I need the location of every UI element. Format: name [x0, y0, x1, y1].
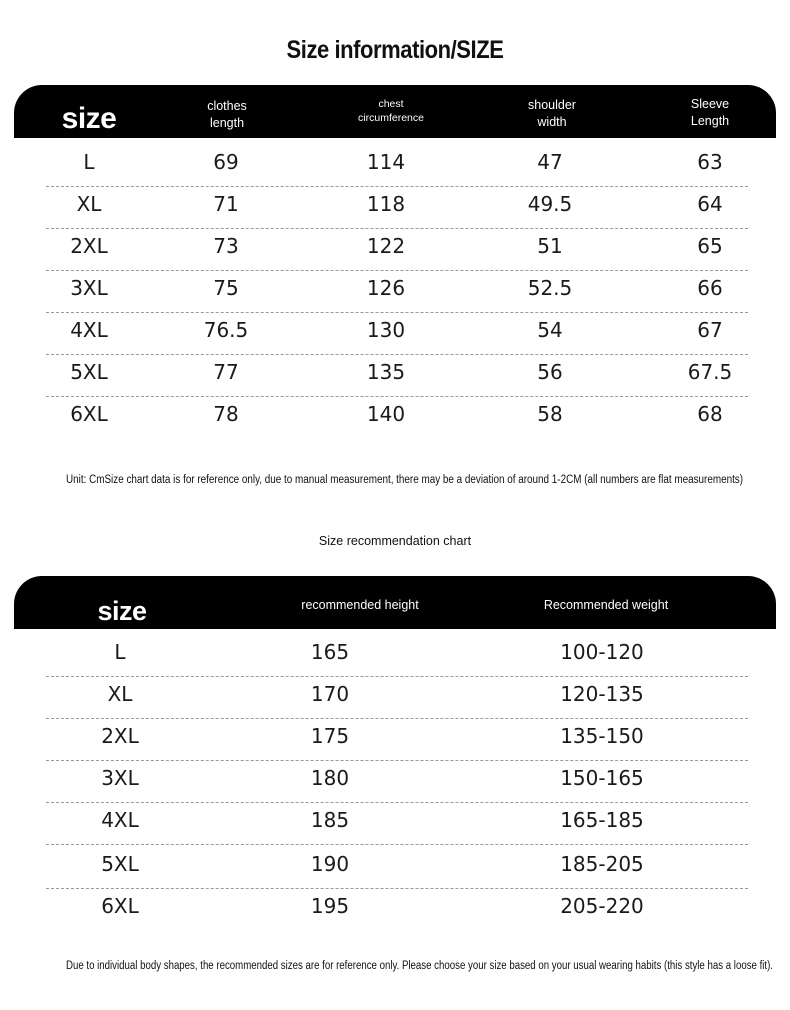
table-row	[46, 846, 748, 889]
table-row	[46, 760, 748, 803]
cell-weight: 150-165	[560, 766, 644, 790]
cell-height: 165	[310, 640, 350, 664]
cell-chest: 126	[366, 276, 406, 300]
cell-chest: 135	[366, 360, 406, 384]
cell-clothes-length: 69	[213, 150, 239, 174]
cell-shoulder: 49.5	[527, 192, 573, 216]
cell-clothes-length: 75	[213, 276, 239, 300]
header-clothes-length-line2: length	[209, 115, 245, 130]
header-shoulder-line2: width	[537, 114, 567, 129]
cell-chest: 130	[366, 318, 406, 342]
cell-sleeve: 63	[697, 150, 723, 174]
cell-size: 2XL	[101, 724, 139, 748]
cell-shoulder: 47	[537, 150, 563, 174]
cell-weight: 205-220	[560, 894, 644, 918]
cell-height: 185	[310, 808, 350, 832]
cell-chest: 118	[366, 192, 406, 216]
header-sleeve-length	[691, 96, 729, 130]
cell-height: 180	[310, 766, 350, 790]
cell-shoulder: 52.5	[527, 276, 573, 300]
cell-chest: 122	[366, 234, 406, 258]
header-clothes-length	[207, 98, 247, 132]
cell-shoulder: 51	[537, 234, 563, 258]
cell-weight: 165-185	[560, 808, 644, 832]
cell-size: 2XL	[70, 234, 108, 258]
cell-height: 175	[310, 724, 350, 748]
cell-sleeve: 66	[697, 276, 723, 300]
table-row	[46, 186, 748, 229]
cell-weight: 120-135	[560, 682, 644, 706]
cell-clothes-length: 76.5	[203, 318, 249, 342]
cell-shoulder: 54	[537, 318, 563, 342]
table-row	[46, 228, 748, 271]
table-row	[46, 634, 748, 677]
footer-note: Due to individual body shapes, the recommended sizes are for reference only. Please choose your size based on your usual wearing habits (this style has a loose fit).	[66, 960, 774, 972]
cell-sleeve: 67	[697, 318, 723, 342]
header-size: size	[61, 102, 117, 135]
header-shoulder-width	[528, 97, 576, 131]
cell-size: 3XL	[70, 276, 108, 300]
header-clothes-length-line1: clothes	[207, 99, 247, 113]
cell-size: 5XL	[70, 360, 108, 384]
cell-size: L	[114, 640, 126, 664]
cell-sleeve: 68	[697, 402, 723, 426]
cell-size: 5XL	[101, 852, 139, 876]
table-row	[46, 354, 748, 397]
header-sleeve-line1: Sleeve	[690, 97, 730, 111]
cell-weight: 185-205	[560, 852, 644, 876]
cell-shoulder: 56	[537, 360, 563, 384]
header-size: size	[97, 596, 147, 626]
header-chest-line2: circumference	[358, 112, 424, 125]
table-row	[46, 718, 748, 761]
cell-weight: 135-150	[560, 724, 644, 748]
cell-chest: 114	[366, 150, 406, 174]
page-title: Size information/SIZE	[286, 36, 504, 64]
header-recommended-weight: Recommended weight	[543, 598, 669, 612]
cell-sleeve: 67.5	[687, 360, 733, 384]
cell-size: XL	[107, 682, 133, 706]
header-chest-line1: chest	[378, 98, 404, 110]
table-row	[46, 144, 748, 187]
table-row	[46, 676, 748, 719]
header-recommended-height: recommended height	[301, 598, 419, 612]
cell-size: 6XL	[70, 402, 108, 426]
header-chest-circumference	[358, 97, 424, 125]
cell-size: L	[83, 150, 95, 174]
cell-clothes-length: 71	[213, 192, 239, 216]
header-sleeve-line2: Length	[690, 113, 730, 128]
cell-chest: 140	[366, 402, 406, 426]
unit-note: Unit: CmSize chart data is for reference only, due to manual measurement, there may be a deviation of around 1-2CM (all numbers are flat measurements)	[66, 474, 744, 486]
cell-sleeve: 65	[697, 234, 723, 258]
cell-height: 190	[310, 852, 350, 876]
header-shoulder-line1: shoulder	[528, 98, 576, 112]
table-row	[46, 396, 748, 438]
cell-clothes-length: 78	[213, 402, 239, 426]
recommendation-title: Size recommendation chart	[318, 534, 472, 548]
cell-size: XL	[76, 192, 102, 216]
recommendation-table-header	[14, 576, 776, 629]
cell-clothes-length: 77	[213, 360, 239, 384]
cell-height: 195	[310, 894, 350, 918]
cell-height: 170	[310, 682, 350, 706]
table-row	[46, 802, 748, 845]
cell-size: 4XL	[101, 808, 139, 832]
cell-size: 4XL	[70, 318, 108, 342]
cell-clothes-length: 73	[213, 234, 239, 258]
cell-sleeve: 64	[697, 192, 723, 216]
table-row	[46, 888, 748, 930]
cell-weight: 100-120	[560, 640, 644, 664]
table-row	[46, 270, 748, 313]
table-row	[46, 312, 748, 355]
cell-shoulder: 58	[537, 402, 563, 426]
size-table-header	[14, 85, 776, 138]
cell-size: 3XL	[101, 766, 139, 790]
cell-size: 6XL	[101, 894, 139, 918]
